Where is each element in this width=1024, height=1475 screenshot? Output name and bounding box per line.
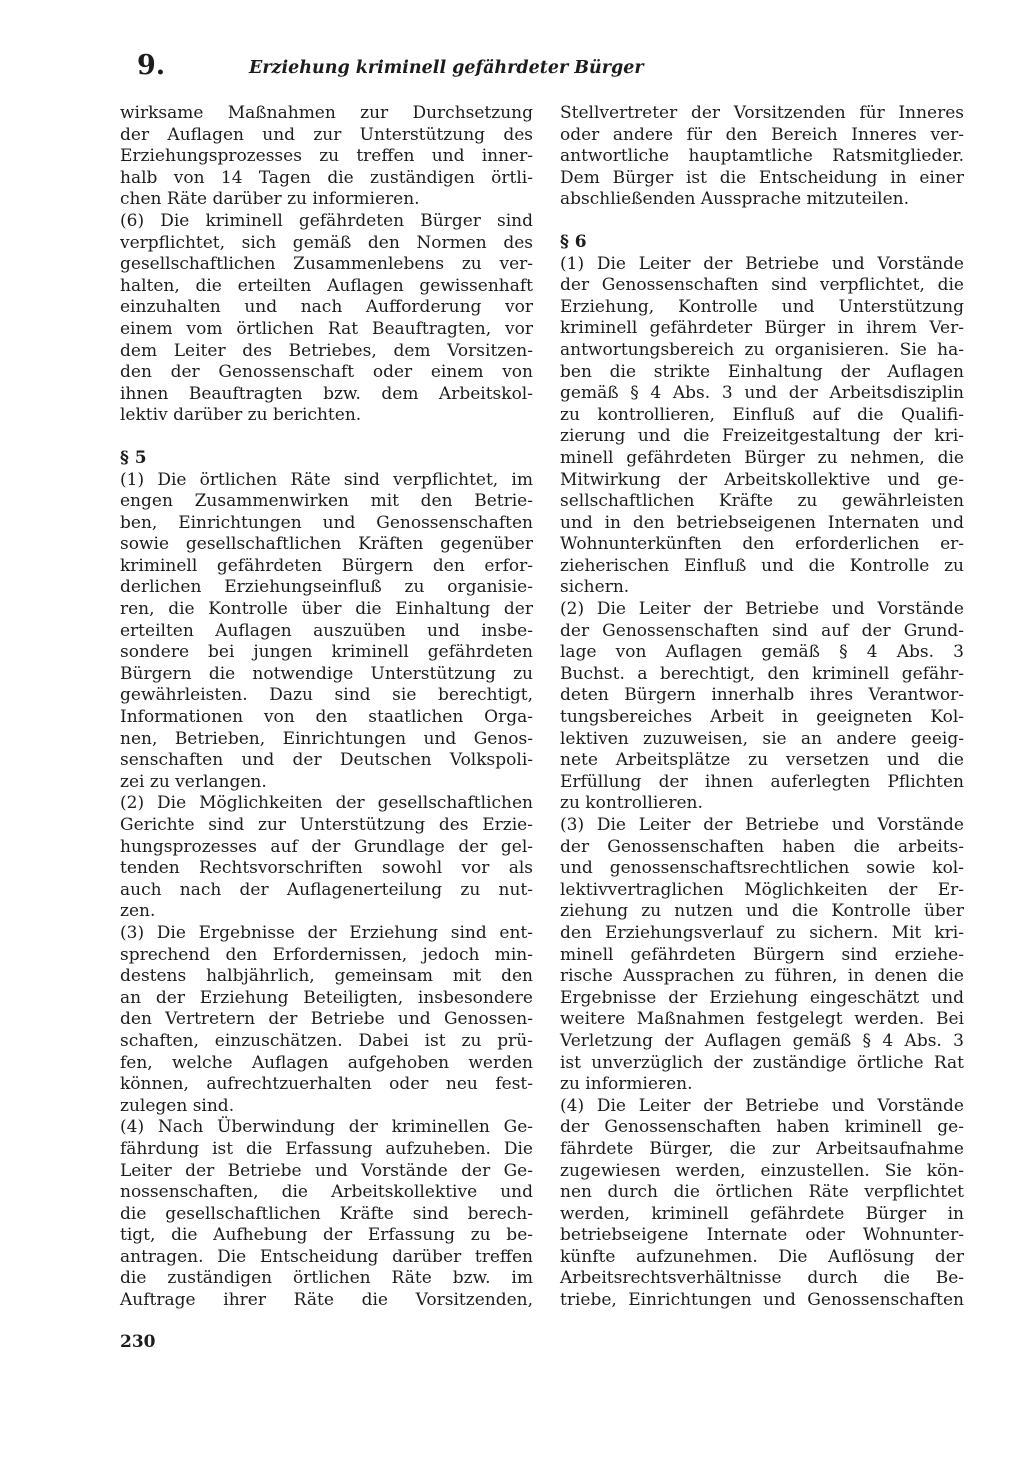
text-line: antragen. Die Entscheidung darüber treffen <box>120 1246 533 1267</box>
text-line: abschließenden Aussprache mitzuteilen. <box>560 189 910 210</box>
text-line: (2) Die Möglichkeiten der gesellschaftlichen <box>120 793 533 814</box>
text-line: einem vom örtlichen Rat Beauftragten, vor <box>120 318 533 339</box>
text-line: (4) Die Leiter der Betriebe und Vorstände <box>560 1095 964 1116</box>
text-line: zugewiesen werden, einzustellen. Sie kön- <box>560 1160 964 1181</box>
text-line: chen Räte darüber zu informieren. <box>120 189 420 210</box>
text-line: fen, welche Auflagen aufgehoben werden <box>120 1052 533 1073</box>
text-line: und in den betriebseigenen Internaten und <box>560 512 964 533</box>
text-line: die gesellschaftlichen Kräfte sind berech- <box>120 1203 533 1224</box>
text-line: der Auflagen und zur Unterstützung des <box>120 124 533 145</box>
text-line: der Genossenschaften haben die arbeits- <box>560 836 964 857</box>
text-line: sprechend den Erfordernissen, jedoch min- <box>120 944 533 965</box>
text-line: ihnen Beauftragten bzw. dem Arbeitskol- <box>120 383 533 404</box>
running-header <box>137 50 937 90</box>
text-line: Mitwirkung der Arbeitskollektive und ge- <box>560 469 964 490</box>
text-line: Stellvertreter der Vorsitzenden für Inneres <box>560 103 964 123</box>
text-line: verpflichtet, sich gemäß den Normen des <box>120 232 533 253</box>
text-line: engen Zusammenwirken mit den Betrie- <box>120 491 533 512</box>
text-line: sondere bei jungen kriminell gefährdeten <box>120 642 533 663</box>
running-title: Erziehung kriminell gefährdeter Bürger <box>249 58 644 78</box>
text-line: (4) Nach Überwindung der kriminellen Ge- <box>120 1117 533 1138</box>
section-heading: § 5 <box>120 447 147 468</box>
text-line: kriminell gefährdeten Bürgern den erfor- <box>120 555 533 576</box>
text-line: Gerichte sind zur Unterstützung des Erzie- <box>120 815 533 835</box>
text-line: nete Arbeitsplätze zu versetzen und die <box>560 750 964 771</box>
text-line: (3) Die Leiter der Betriebe und Vorstände <box>560 815 964 835</box>
text-line: tigt, die Aufhebung der Erfassung zu be- <box>120 1225 533 1246</box>
text-line: halten, die erteilten Auflagen gewissenhaft <box>120 275 533 296</box>
text-line: Informationen von den staatlichen Orga- <box>120 707 533 728</box>
text-line: deten Bürgern innerhalb ihres Verantwor- <box>560 685 964 706</box>
left-text-column <box>120 103 533 1312</box>
text-line: tungsbereiches Arbeit in geeigneten Kol- <box>560 707 964 728</box>
text-line: derlichen Erziehungseinfluß zu organisie- <box>120 577 533 598</box>
text-line: minell gefährdeten Bürger zu nehmen, die <box>560 447 964 468</box>
text-line: antwortliche hauptamtliche Ratsmitglieder. <box>560 146 964 167</box>
text-line: Arbeitsrechtsverhältnisse durch die Be- <box>560 1268 964 1289</box>
text-line: nossenschaften, die Arbeitskollektive und <box>120 1182 533 1203</box>
paragraph-gap <box>560 211 964 232</box>
text-line: erteilten Auflagen auszuüben und insbe- <box>120 620 533 641</box>
text-line: lage von Auflagen gemäß § 4 Abs. 3 <box>560 642 964 663</box>
text-line: Verletzung der Auflagen gemäß § 4 Abs. 3 <box>560 1030 964 1051</box>
text-line: nen durch die örtlichen Räte verpflichtet <box>560 1182 964 1203</box>
text-line: antwortungsbereich zu organisieren. Sie ha- <box>560 339 964 360</box>
text-line: senschaften und der Deutschen Volkspoli- <box>120 750 533 771</box>
text-line: sowie gesellschaftlichen Kräften gegenüber <box>120 534 533 555</box>
text-line: gewährleisten. Dazu sind sie berechtigt, <box>120 685 533 706</box>
right-text-column <box>560 103 964 1312</box>
text-line: zulegen sind. <box>120 1095 235 1116</box>
text-line: werden, kriminell gefährdete Bürger in <box>560 1203 964 1224</box>
text-line: nen, Betrieben, Einrichtungen und Genos- <box>120 728 533 749</box>
text-line: zu kontrollieren. <box>560 793 703 814</box>
text-line: ren, die Kontrolle über die Einhaltung der <box>120 599 533 620</box>
text-line: sellschaftlichen Kräfte zu gewährleisten <box>560 491 964 512</box>
text-line: ben, Einrichtungen und Genossenschaften <box>120 512 533 533</box>
text-line: fährdete Bürger, die zur Arbeitsaufnahme <box>560 1138 964 1159</box>
text-line: der Genossenschaften sind auf der Grund- <box>560 620 964 641</box>
text-line: (1) Die örtlichen Räte sind verpflichtet, im <box>120 469 533 490</box>
text-line: ziehung zu nutzen und die Kontrolle über <box>560 901 964 922</box>
text-line: zu informieren. <box>560 1074 693 1095</box>
text-line: an der Erziehung Beteiligten, insbesondere <box>120 987 533 1008</box>
text-line: rische Aussprachen zu führen, in denen die <box>560 966 964 987</box>
section-heading: § 6 <box>560 231 587 252</box>
text-line: der Genossenschaften sind verpflichtet, die <box>560 275 964 296</box>
text-line: Ergebnisse der Erziehung eingeschätzt und <box>560 987 964 1008</box>
text-line: (2) Die Leiter der Betriebe und Vorstände <box>560 599 964 620</box>
paragraph-gap <box>120 427 533 448</box>
text-line: zierung und die Freizeitgestaltung der kri- <box>560 426 964 447</box>
text-line: fährdung ist die Erfassung aufzuheben. Die <box>120 1138 533 1159</box>
text-line: Erziehungsprozesses zu treffen und inner- <box>120 146 533 167</box>
text-line: ist unverzüglich der zuständige örtliche Rat <box>560 1052 964 1073</box>
text-line: den Vertretern der Betriebe und Genossen- <box>120 1009 533 1030</box>
text-line: Erziehung, Kontrolle und Unterstützung <box>560 296 964 317</box>
text-line: schaften, einzuschätzen. Dabei ist zu prü- <box>120 1030 533 1051</box>
text-line: der Genossenschaften haben kriminell ge- <box>560 1117 964 1138</box>
text-line: betriebseigene Internate oder Wohnunter- <box>560 1225 964 1246</box>
text-line: triebe, Einrichtungen und Genossenschaften <box>560 1290 964 1311</box>
text-line: gemäß § 4 Abs. 3 und der Arbeitsdisziplin <box>560 383 964 404</box>
chapter-number: 9. <box>137 50 166 81</box>
text-line: können, aufrechtzuerhalten oder neu fest- <box>120 1074 533 1095</box>
text-line: Auftrage ihrer Räte die Vorsitzenden, <box>120 1290 533 1311</box>
text-line: kriminell gefährdeter Bürger in ihrem Ver- <box>560 318 964 339</box>
text-line: zei zu verlangen. <box>120 771 267 792</box>
text-line: hungsprozesses auf der Grundlage der gel- <box>120 836 533 857</box>
text-line: Buchst. a berechtigt, den kriminell gefähr- <box>560 663 964 684</box>
text-line: (1) Die Leiter der Betriebe und Vorstände <box>560 253 964 274</box>
text-line: Dem Bürger ist die Entscheidung in einer <box>560 167 964 188</box>
text-line: künfte aufzunehmen. Die Auflösung der <box>560 1246 964 1267</box>
text-line: Erfüllung der ihnen auferlegten Pflichten <box>560 771 964 792</box>
text-line: und genossenschaftsrechtlichen sowie kol- <box>560 858 964 879</box>
text-line: gesellschaftlichen Zusammenlebens zu ver- <box>120 254 533 275</box>
text-line: lektiven zuzuweisen, sie an andere geeig- <box>560 728 964 749</box>
text-line: oder andere für den Bereich Inneres ver- <box>560 124 964 145</box>
text-line: lektiv darüber zu berichten. <box>120 405 362 426</box>
text-line: destens halbjährlich, gemeinsam mit den <box>120 966 533 987</box>
text-line: Bürgern die notwendige Unterstützung zu <box>120 663 533 684</box>
text-line: lektivvertraglichen Möglichkeiten der Er- <box>560 879 964 900</box>
text-line: halb von 14 Tagen die zuständigen örtli- <box>120 167 533 188</box>
text-line: zieherischen Einfluß und die Kontrolle zu <box>560 555 964 576</box>
text-line: wirksame Maßnahmen zur Durchsetzung <box>120 103 533 123</box>
text-line: ben die strikte Einhaltung der Auflagen <box>560 361 964 382</box>
text-line: Leiter der Betriebe und Vorstände der Ge- <box>120 1160 533 1181</box>
text-line: Wohnunterkünften den erforderlichen er- <box>560 534 964 555</box>
text-line: dem Leiter des Betriebes, dem Vorsitzen- <box>120 340 533 361</box>
text-line: (6) Die kriminell gefährdeten Bürger sind <box>120 210 533 231</box>
text-line: die zuständigen örtlichen Räte bzw. im <box>120 1268 533 1289</box>
text-line: auch nach der Auflagenerteilung zu nut- <box>120 879 533 900</box>
text-line: (3) Die Ergebnisse der Erziehung sind ent- <box>120 922 533 943</box>
text-line: zu kontrollieren, Einfluß auf die Qualifi- <box>560 404 964 425</box>
text-line: einzuhalten und nach Aufforderung vor <box>120 297 533 318</box>
text-line: den Erziehungsverlauf zu sichern. Mit kri- <box>560 922 964 943</box>
text-line: den der Genossenschaft oder einem von <box>120 362 533 383</box>
text-line: zen. <box>120 901 156 922</box>
page-number: 230 <box>120 1332 156 1352</box>
text-line: weitere Maßnahmen festgelegt werden. Bei <box>560 1009 964 1030</box>
text-line: minell gefährdeten Bürgern sind erziehe- <box>560 944 964 965</box>
text-line: sichern. <box>560 577 630 598</box>
text-line: tenden Rechtsvorschriften sowohl vor als <box>120 858 533 879</box>
